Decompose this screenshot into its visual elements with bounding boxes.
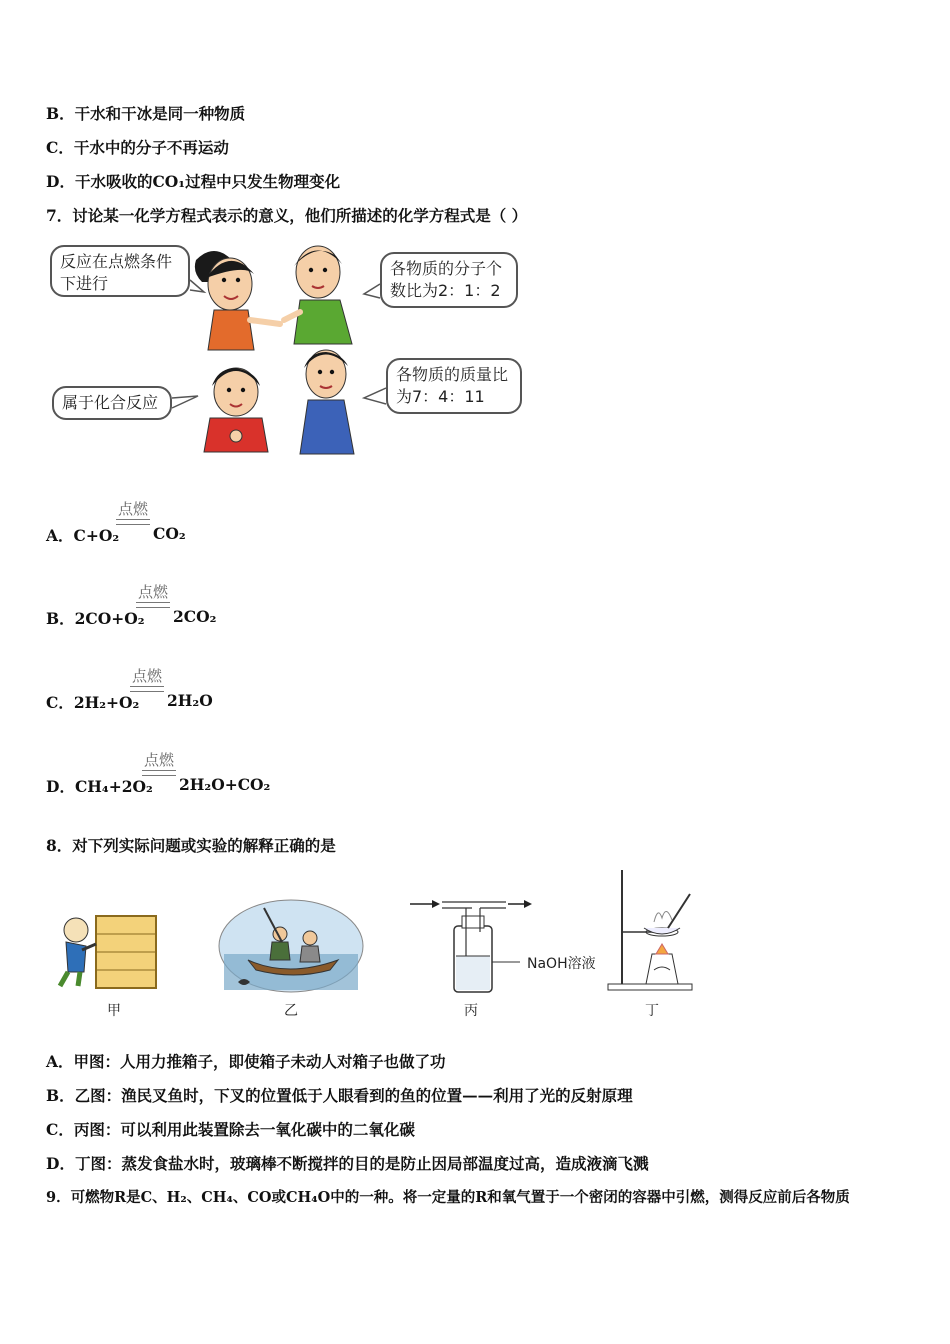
caption-bing: 丙	[464, 1003, 478, 1019]
boy-red-figure	[204, 368, 268, 452]
q9-stem: 9．可燃物R是C、H₂、CH₄、CO或CH₄O中的一种。将一定量的R和氧气置于一个密闭的容器中引燃，测得反应前后各物质	[46, 1189, 850, 1206]
speech-bubble-molecule-ratio: 各物质的分子个数比为2：1：2	[380, 252, 518, 308]
q8-option-d: D．丁图：蒸发食盐水时，玻璃棒不断搅拌的目的是防止因局部温度过高，造成液滴飞溅	[46, 1154, 649, 1173]
q8-stem: 8．对下列实际问题或实验的解释正确的是	[46, 836, 336, 855]
q6-option-d: D．干水吸收的CO₁过程中只发生物理变化	[46, 172, 341, 191]
q7-discussion-figure	[46, 240, 526, 460]
boy-green-figure	[284, 246, 352, 344]
q6-option-c: C．干水中的分子不再运动	[46, 138, 229, 157]
students-illustration	[46, 240, 526, 460]
figure-bing-gas-washing-bottle	[408, 892, 532, 996]
caption-jia: 甲	[107, 1003, 121, 1019]
boy-blue-figure	[300, 350, 354, 454]
q8-option-b: B．乙图：渔民叉鱼时，下叉的位置低于人眼看到的鱼的位置——利用了光的反射原理	[46, 1086, 633, 1105]
q8-option-a: A．甲图：人用力推箱子，即使箱子未动人对箱子也做了功	[46, 1052, 446, 1071]
figure-ding-evaporation-setup	[604, 866, 696, 994]
caption-ding: 丁	[645, 1003, 659, 1019]
speech-bubble-combination: 属于化合反应	[52, 386, 172, 420]
q7-stem: 7．讨论某一化学方程式表示的意义，他们所描述的化学方程式是（ ）	[46, 206, 528, 225]
caption-yi: 乙	[284, 1003, 298, 1019]
q6-option-b: B．干水和干冰是同一种物质	[46, 104, 246, 123]
girl-figure	[195, 251, 280, 350]
figure-yi-fisherman	[218, 898, 364, 994]
figure-jia-pushing-box	[52, 910, 162, 992]
naoh-solution-label: NaOH溶液	[527, 956, 596, 972]
speech-bubble-mass-ratio: 各物质的质量比为7：4：11	[386, 358, 522, 414]
speech-bubble-condition: 反应在点燃条件下进行	[50, 245, 190, 297]
q8-option-c: C．丙图：可以利用此装置除去一氧化碳中的二氧化碳	[46, 1120, 415, 1139]
